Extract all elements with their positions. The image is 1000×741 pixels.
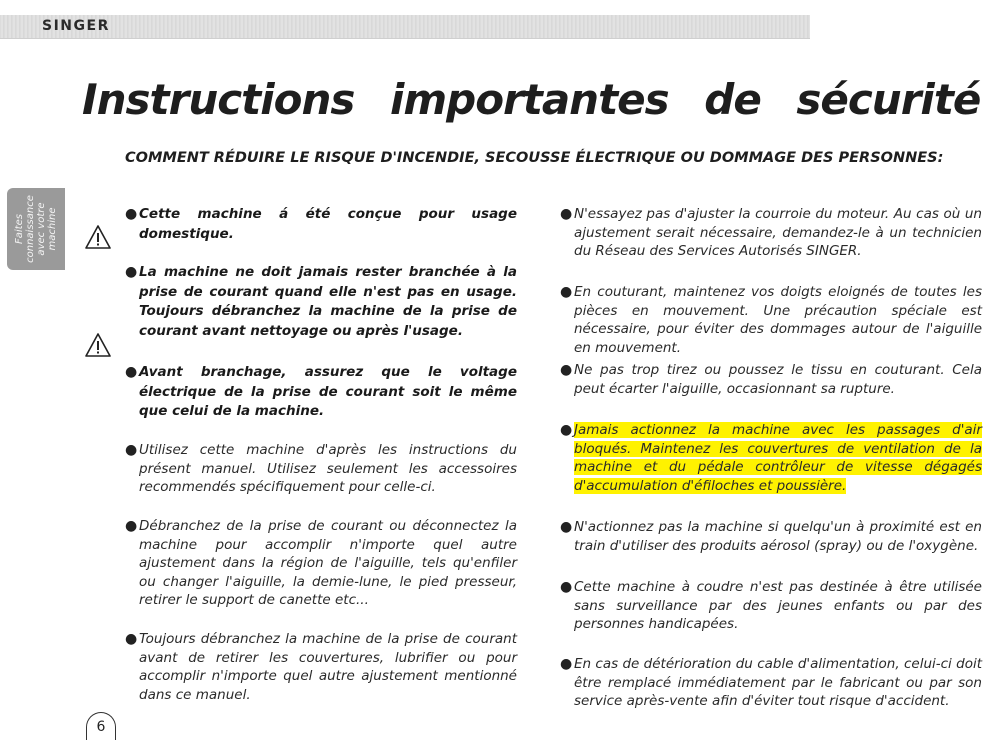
list-item [560,205,982,261]
brand-logo-text: SINGER [42,18,110,34]
list-item-text: Ne pas trop tirez ou poussez le tissu en couturant. Cela peut écarter l'aiguille, occasionnant sa rupture. [574,362,982,397]
list-item-text: N'essayez pas d'ajuster la courroie du moteur. Au cas où un ajustement serait nécessaire, demandez-le à un technicien du Réseau des Services Autorisés SINGER. [574,206,982,259]
list-item [125,363,517,422]
list-item [560,578,982,634]
list-item-text: Toujours débranchez la machine de la prise de courant avant de retirer les couvertures, lubrifier ou pour accomplir n'importe quel autre ajustement mentionné dans ce manuel. [139,631,517,703]
list-item [125,263,517,341]
page-number: 6 [86,712,116,740]
bullet-icon: ● [125,364,138,380]
bullet-icon: ● [560,656,573,672]
list-item-text: Débranchez de la prise de courant ou déconnectez la machine pour accomplir n'importe quel autre ajustement dans la région de l'aiguille, tels qu'enfiler ou changer l'aiguille, la demie-lune, le pied presseur, retirer le support de canette etc... [139,518,517,608]
list-item-text: La machine ne doit jamais rester branchée à la prise de courant quand elle n'est pas en usage. Toujours débranchez la machine de la prise de courant avant nettoyage ou après l'usage. [139,264,517,339]
list-item-text: N'actionnez pas la machine si quelqu'un à proximité est en train d'utiliser des produits aérosol (spray) ou de l'oxygène. [574,519,982,554]
warning-triangle-icon [85,333,111,357]
bullet-icon: ● [560,519,573,535]
highlighted-text: Jamais actionnez la machine avec les passages d'air bloqués. Maintenez les couvertures de ventilation de la machine et du pédale contrôleur de vitesse dégagés d'accumulation d'éfiloches et poussière. [574,422,982,494]
list-item-text: Utilisez cette machine d'après les instructions du présent manuel. Utilisez seulement les accessoires recommendés spécifiquement pour celle-ci. [139,442,517,495]
list-item [125,630,517,704]
bullet-icon: ● [560,362,573,378]
side-tab-label: Faites connaissance avec votre machine [14,195,58,263]
list-item [560,518,982,555]
list-item-highlighted [560,421,982,495]
side-tab [7,188,65,270]
bullet-icon: ● [125,264,138,280]
list-item-text: Cette machine à coudre n'est pas destinée à être utilisée sans surveillance par des jeunes enfants ou par des personnes handicapées. [574,579,982,632]
list-item-text: En couturant, maintenez vos doigts eloignés de toutes les pièces en mouvement. Une précaution spéciale est nécessaire, pour éviter des dommages autour de l'aiguille en mouvement. [574,284,982,356]
bullet-icon: ● [125,206,138,222]
bullet-icon: ● [560,284,573,300]
list-item [560,361,982,398]
bullet-icon: ● [125,631,138,647]
list-item [125,441,517,497]
page-title: Instructions importantes de sécurité [82,75,981,124]
list-item-text: Avant branchage, assurez que le voltage électrique de la prise de courant soit le même que celui de la machine. [139,364,517,419]
page-subtitle: COMMENT RÉDUIRE LE RISQUE D'INCENDIE, SECOUSSE ÉLECTRIQUE OU DOMMAGE DES PERSONNES: [125,150,944,166]
list-item [560,283,982,357]
bullet-icon: ● [125,442,138,458]
list-item [125,205,517,244]
bullet-icon: ● [560,422,573,438]
header-bar [0,15,810,39]
warning-triangle-icon [85,225,111,249]
list-item [560,655,982,711]
list-item-text: Cette machine á été conçue pour usage domestique. [139,206,517,242]
bullet-icon: ● [125,518,138,534]
bullet-icon: ● [560,206,573,222]
list-item [125,517,517,610]
bullet-icon: ● [560,579,573,595]
list-item-text: En cas de détérioration du cable d'alimentation, celui-ci doit être remplacé immédiatement par le fabricant ou par son service après-vente afin d'éviter tout risque d'accident. [574,656,982,709]
